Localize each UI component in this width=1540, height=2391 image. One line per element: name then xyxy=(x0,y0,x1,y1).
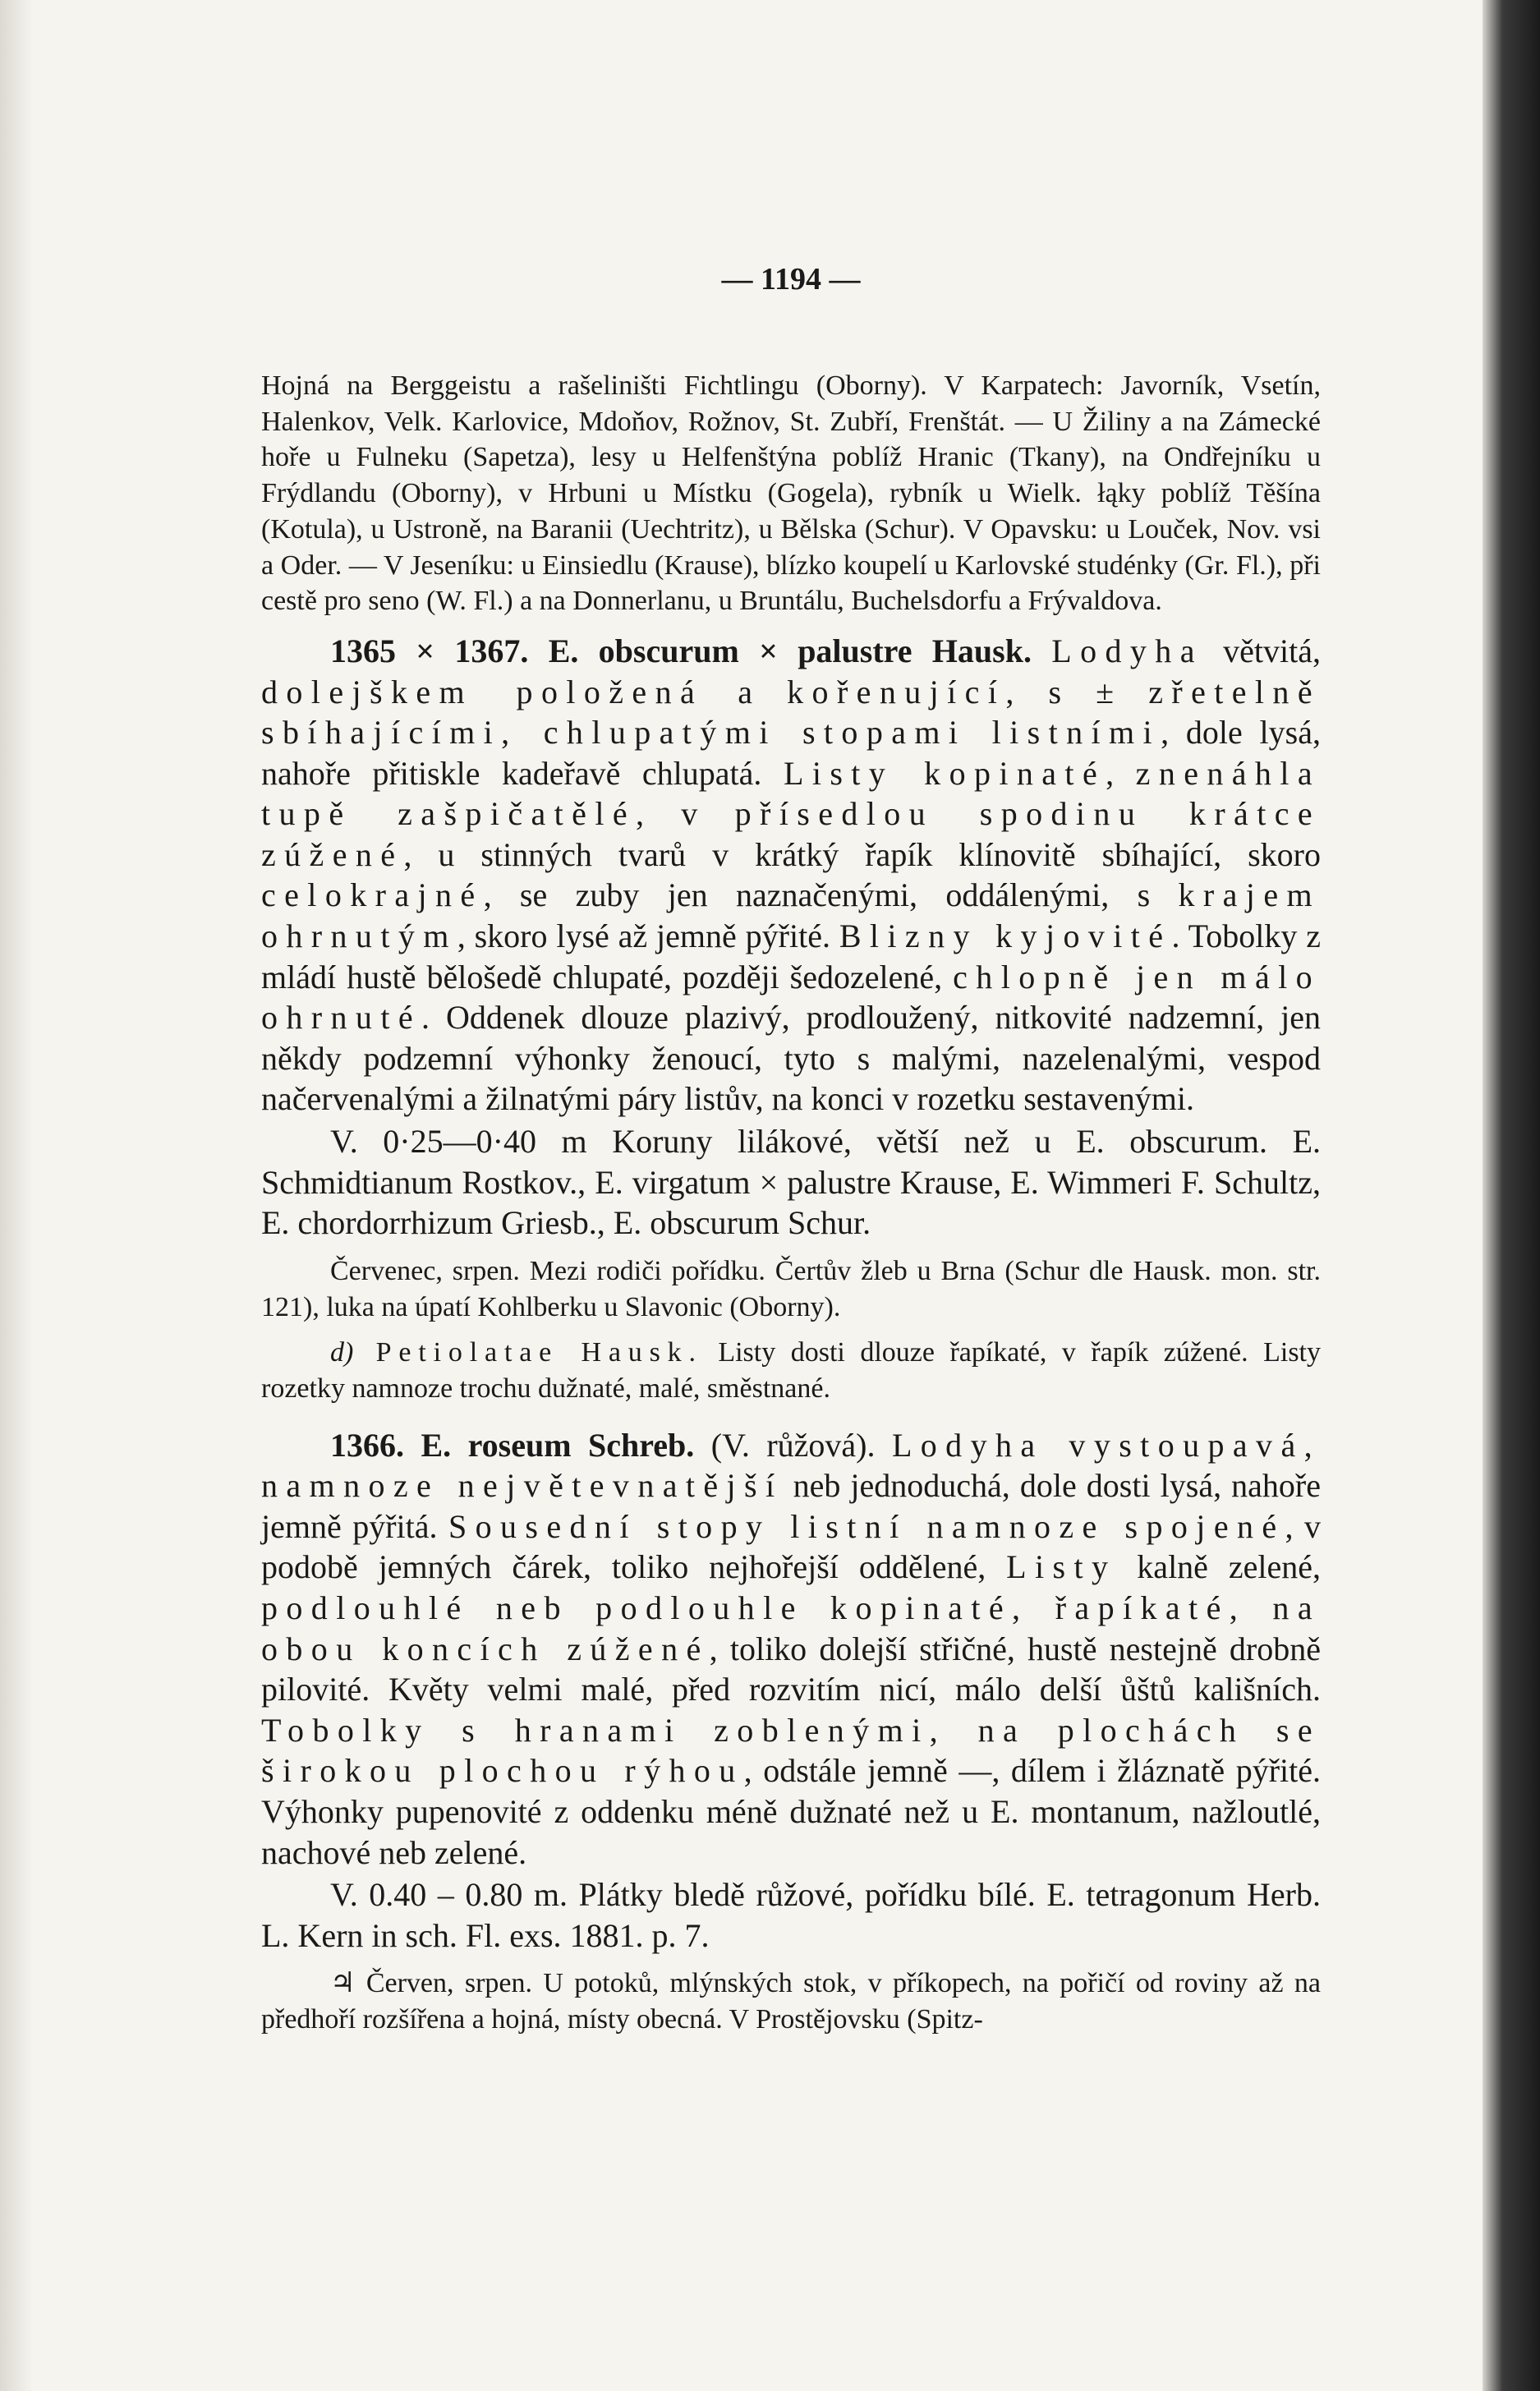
species-1365-flowering: Červenec, srpen. Mezi rodiči pořídku. Čertův žleb u Brna (Schur dle Hausk. mon. str. 121), luka na úpatí Kohlberku u Slavonic (Oborny). xyxy=(261,1255,1321,1322)
page-edge-shadow-left xyxy=(0,0,33,2391)
page-edge-shadow-right xyxy=(1483,0,1540,2391)
species-1365-synonyms: V. 0·25—0·40 m Koruny lilákové, větší než u E. obscurum. E. Schmidtianum Rostkov., E. virgatum × palustre Krause, E. Wimmeri F. Schultz, E. chordorrhizum Griesb., E. obscurum Schur. xyxy=(261,1123,1321,1242)
species-1365-description xyxy=(261,631,1321,1120)
group-d-description xyxy=(261,1335,1321,1406)
page-number: — 1194 — xyxy=(721,262,861,297)
intro-paragraph: Hojná na Berggeistu a rašeliništi Fichtlingu (Oborny). V Karpatech: Javorník, Vsetín, Halenkov, Velk. Karlovice, Mdoňov, Rožnov, St. Zubří, Frenštát. — U Žiliny a na Zámecké hoře u Fulneku (Sapetza), lesy u Helfenštýna poblíž Hranic (Tkany), na Ondřejníku u Frýdlandu (Oborny), v Hrbuni u Místku (Gogela), rybník u Wielk. łąky poblíž Těšína (Kotula), u Ustroně, na Baranii (Uechtritz), u Bělska (Schur). V Opavsku: u Louček, Nov. vsi a Oder. — V Jeseníku: u Einsiedlu (Krause), blízko koupelí u Karlovské studénky (Gr. Fl.), při cestě pro seno (W. Fl.) a na Donnerlanu, u Bruntálu, Buchelsdorfu a Frývaldova. xyxy=(261,370,1321,617)
page-content xyxy=(261,261,1321,2038)
species-1366-text: (V. růžová). Lodyha vystoupavá, namnoze největevnatější neb jednoduchá, dole dosti lysá, nahoře jemně pýřitá. Sousední stopy listní namnoze spojené, v podobě jemných čárek, toliko nejhořejší oddělené, Listy kalně zelené, podlouhlé neb podlouhle kopinaté, řapíkaté, na obou koncích zúžené, toliko dolejší střičné, hustě nestejně drobně pilovité. Květy velmi malé, před rozvitím nicí, málo delší ůštů kališních. Tobolky s hranami zoblenými, na plochách se širokou plochou rýhou, odstále jemně —, dílem i žláznatě pýřité. Výhonky pupenovité z oddenku méně dužnaté než u E. montanum, nažloutlé, nachové neb zelené. xyxy=(261,1426,1322,1871)
group-d-text: Listy dosti dlouze řapíkaté, v řapík zúžené. Listy rozetky namnoze trochu dužnaté, malé, směstnané. xyxy=(261,1337,1321,1404)
group-d-label: d) xyxy=(330,1337,354,1368)
species-1365-text: Lodyha větvitá, dolejškem položená a kořenující, s ± zřetelně sbíhajícími, chlupatými stopami listními, dole lysá, nahoře přitiskle kadeřavě chlupatá. Listy kopinaté, znenáhla tupě zašpičatělé, v přísedlou spodinu krátce zúžené, u stinných tvarů v krátký řapík klínovitě sbíhající, skoro celokrajné, se zuby jen naznačenými, oddálenými, s krajem ohrnutým, skoro lysé až jemně pýřité. Blizny kyjovité. Tobolky z mládí hustě bělošedě chlupaté, později šedozelené, chlopně jen málo ohrnuté. Oddenek dlouze plazivý, prodloužený, nitkovité nadzemní, jen někdy podzemní výhonky ženoucí, tyto s malými, nazelenalými, vespod načervenalými a žilnatými páry listův, na konci v rozetku sestavenými. xyxy=(261,632,1322,1118)
species-1366-measurements: V. 0.40 – 0.80 m. Plátky bledě růžové, pořídku bílé. E. tetragonum Herb. L. Kern in sch. Fl. exs. 1881. p. 7. xyxy=(261,1876,1321,1954)
species-1366-habitat: ♃ Červen, srpen. U potoků, mlýnských stok, v příkopech, na pořičí od roviny až na předhoří rozšířena a hojná, místy obecná. V Prostějovsku (Spitz- xyxy=(261,1968,1321,2035)
species-1365-heading: 1365 × 1367. E. obscurum × palustre Hausk. xyxy=(330,632,1032,669)
species-1366-heading: 1366. E. roseum Schreb. xyxy=(330,1426,695,1464)
group-d-name: Petiolatae Hausk. xyxy=(353,1337,703,1368)
species-1366-description xyxy=(261,1425,1321,1874)
